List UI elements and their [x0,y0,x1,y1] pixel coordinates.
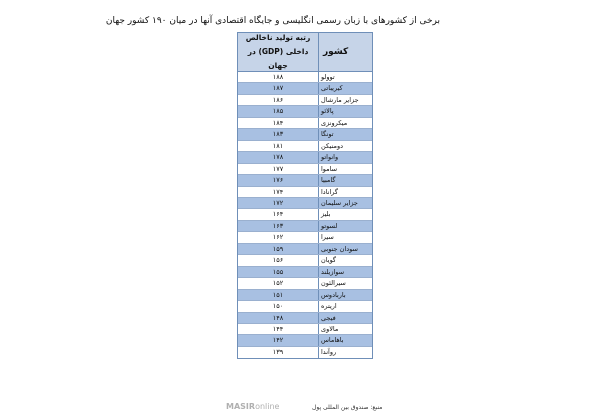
country-cell: تونگا [318,129,372,139]
country-cell: جزایر مارشال [318,95,372,105]
gdp-rank-table [237,32,373,359]
table-row [238,232,372,243]
gdp-rank-cell: ۱۵۰ [272,302,284,311]
gdp-rank-cell: ۱۷۶ [272,176,284,185]
gdp-rank-cell: ۱۸۷ [272,84,284,93]
gdp-rank-cell: ۱۶۳ [272,221,284,230]
table-row [238,164,372,175]
header-country: کشور [318,33,372,71]
watermark-suffix: online [255,402,280,411]
gdp-rank-cell: ۱۸۴ [272,118,284,127]
gdp-rank-cell: ۱۵۱ [272,290,284,299]
gdp-rank-cell: ۱۴۲ [272,336,284,345]
country-cell: گامبیا [318,175,372,185]
country-cell: کیریباتی [318,83,372,93]
country-cell: سودان جنوبی [318,244,372,254]
country-cell: بلیز [318,209,372,219]
table-row [238,72,372,83]
table-row [238,278,372,289]
country-cell: پالائو [318,106,372,116]
gdp-rank-cell: ۱۵۹ [272,244,284,253]
table-body [238,72,372,358]
header-gdp-rank: رتبه تولید ناخالص داخلی (GDP) در جهان [245,33,311,70]
gdp-rank-cell: ۱۵۵ [272,267,284,276]
gdp-rank-cell: ۱۳۹ [272,347,284,356]
table-row [238,129,372,140]
watermark-brand: MASIR [226,402,256,411]
gdp-rank-cell: ۱۵۲ [272,279,284,288]
gdp-rank-cell: ۱۶۲ [272,233,284,242]
country-cell: سیرالئون [318,278,372,288]
gdp-rank-cell: ۱۸۸ [272,73,284,81]
table-row [238,255,372,266]
table-row [238,324,372,335]
table-row [238,313,372,324]
country-cell: لسوتو [318,221,372,231]
table-row [238,175,372,186]
gdp-rank-cell: ۱۵۶ [272,256,284,265]
gdp-rank-cell: ۱۸۳ [272,130,284,139]
country-cell: جزایر سلیمان [318,198,372,208]
country-cell: سوازیلند [318,267,372,277]
country-cell: فیجی [318,313,372,323]
table-row [238,301,372,312]
country-cell: باربادوس [318,290,372,300]
country-cell: ساموا [318,164,372,174]
table-row [238,290,372,301]
table-row [238,95,372,106]
table-header [238,33,372,72]
gdp-rank-cell: ۱۶۴ [272,210,284,219]
gdp-rank-cell: ۱۴۸ [272,313,284,322]
country-cell: گویان [318,255,372,265]
country-cell: باهاماس [318,335,372,345]
table-row [238,267,372,278]
gdp-rank-cell: ۱۷۷ [272,164,284,173]
country-cell: روآندا [318,347,372,358]
country-cell: سیرا [318,232,372,242]
table-row [238,335,372,346]
country-cell: مالاوی [318,324,372,334]
gdp-rank-cell: ۱۸۵ [272,107,284,116]
country-cell: دومنیکن [318,141,372,151]
table-row [238,244,372,255]
gdp-rank-cell: ۱۴۴ [272,324,284,333]
country-cell: اریتره [318,301,372,311]
table-row [238,198,372,209]
gdp-rank-cell: ۱۷۴ [272,187,284,196]
table-row [238,106,372,117]
country-cell: گرانادا [318,187,372,197]
table-row [238,347,372,358]
gdp-rank-cell: ۱۸۱ [272,141,284,150]
table-row [238,187,372,198]
gdp-rank-cell: ۱۷۸ [272,153,284,162]
source-note: منبع: صندوق بین المللی پول [312,404,383,411]
table-row [238,83,372,94]
table-row [238,209,372,220]
gdp-rank-cell: ۱۸۶ [272,95,284,104]
table-row [238,141,372,152]
country-cell: وانواتو [318,152,372,162]
gdp-rank-cell: ۱۷۲ [272,198,284,207]
country-cell: توولو [318,72,372,82]
watermark-logo [226,402,279,411]
country-cell: میکرونزی [318,118,372,128]
table-row [238,152,372,163]
table-row [238,221,372,232]
page-title: برخی از کشورهای با زبان رسمی انگلیسی و جایگاه اقتصادی آنها در میان ۱۹۰ کشور جهان [105,16,440,26]
table-row [238,118,372,129]
